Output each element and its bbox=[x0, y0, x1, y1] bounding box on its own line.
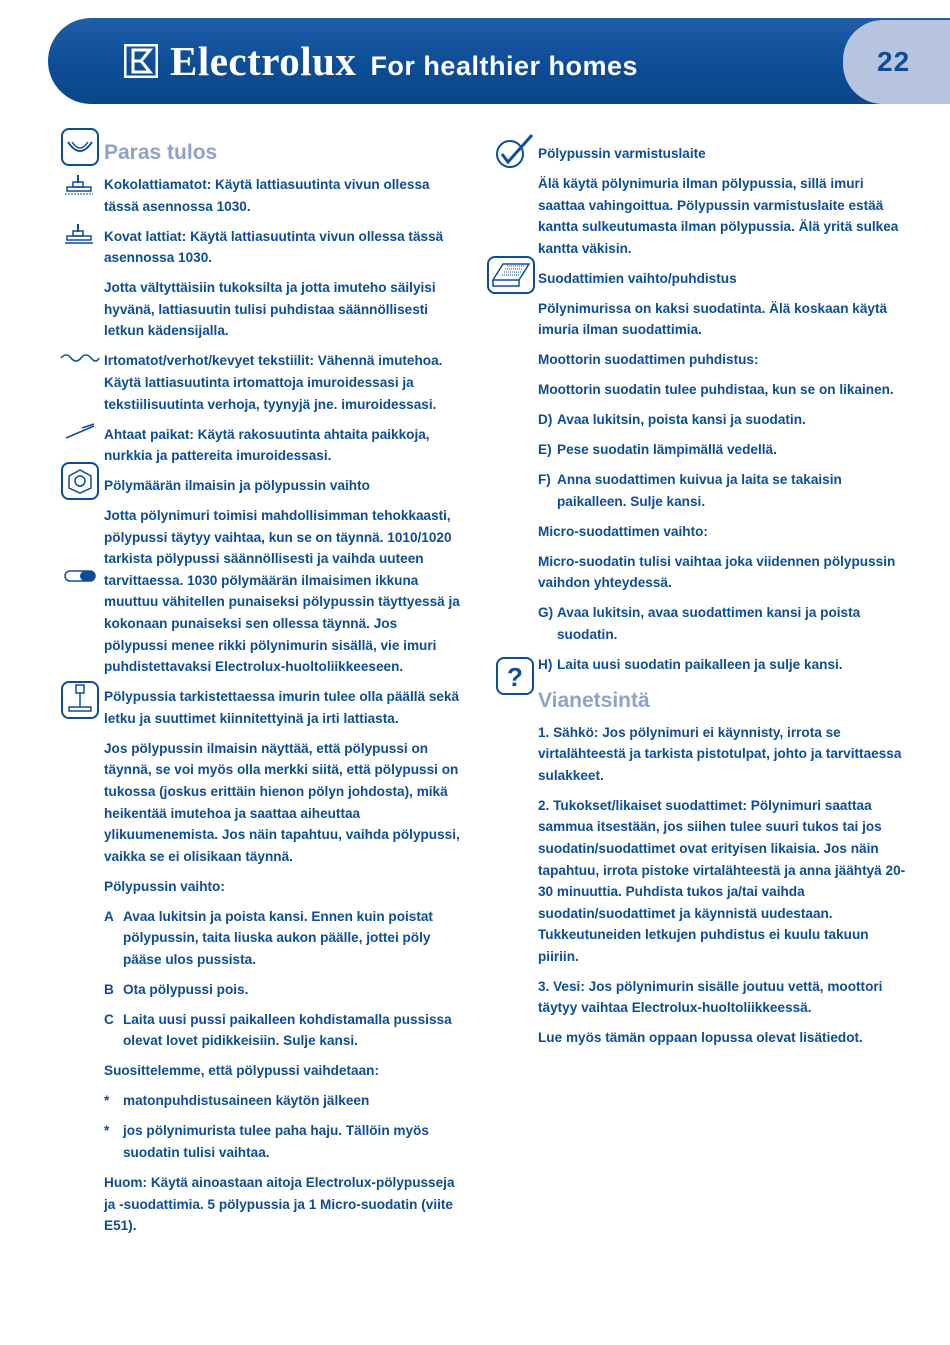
paragraph-check-bag: Pölypussia tarkistettaessa imurin tulee olla päällä sekä letku ja suuttimet kiinnitettyinä ja irti lattiasta. bbox=[104, 689, 460, 726]
list-item bbox=[538, 469, 910, 512]
subheading-recommendation: Suosittelemme, että pölypussi vaihdetaan: bbox=[104, 1063, 379, 1079]
left-column bbox=[104, 140, 464, 1245]
step-marker: F) bbox=[538, 472, 551, 488]
step-text: Anna suodattimen kuivua ja laita se takaisin paikalleen. Sulje kansi. bbox=[557, 472, 842, 509]
question-icon bbox=[496, 657, 534, 695]
paragraph-loose-rugs: Irtomatot/verhot/kevyet tekstiilit: Vähennä imutehoa. Käytä lattiasuutinta irtomattoja imuroidessasi ja tekstiilisuutinta verhoja, tyynyjä jne. imuroidessasi. bbox=[104, 353, 443, 412]
step-text: Avaa lukitsin, poista kansi ja suodatin. bbox=[557, 412, 806, 428]
page-number-tab bbox=[843, 20, 950, 104]
step-text: Ota pölypussi pois. bbox=[123, 981, 249, 997]
dust-bag-indicator-icon bbox=[61, 462, 99, 500]
hose-attached-icon bbox=[61, 681, 99, 719]
list-item bbox=[538, 439, 910, 461]
subheading-micro-filter: Micro-suodattimen vaihto: bbox=[538, 523, 708, 539]
list-item bbox=[104, 1090, 464, 1112]
paragraph-wall-to-wall: Kokolattiamatot: Käytä lattiasuutinta vivun ollessa tässä asennossa 1030. bbox=[104, 177, 430, 214]
heading-best-result: Paras tulos bbox=[104, 141, 218, 164]
right-column bbox=[538, 143, 910, 1057]
paragraph-avoid-clogs: Jotta vältyttäisiin tukoksilta ja jotta imuteho säilyisi hyvänä, lattiasuutin tulisi puhdistaa säännöllisesti letkun kädensijalla. bbox=[104, 280, 436, 339]
bullet-marker: * bbox=[104, 1123, 110, 1139]
step-text: Avaa lukitsin, avaa suodattimen kansi ja poista suodatin. bbox=[557, 605, 861, 642]
paragraph-read-more: Lue myös tämän oppaan lopussa olevat lisätiedot. bbox=[538, 1030, 863, 1046]
subheading-dust-indicator: Pölymäärän ilmaisin ja pölypussin vaihto bbox=[104, 478, 370, 494]
electrolux-logo-icon bbox=[124, 44, 158, 78]
list-item bbox=[538, 602, 910, 645]
step-marker: H) bbox=[538, 656, 553, 672]
header-bar bbox=[48, 18, 950, 104]
step-text: Avaa lukitsin ja poista kansi. Ennen kuin poistat pölypussin, taita liuska aukon päälle, jottei pöly pääse ulos pussista. bbox=[123, 908, 433, 967]
paragraph-bag-efficiency: Jotta pölynimuri toimisi mahdollisimman tehokkaasti, pölypussi täytyy vaihtaa, kun se on täynnä. 1010/1020 tarkista pölypussi säännöllisesti ja vaihda uuteen tarvittaessa. 1030 pölymäärän ilmaisimen ikkuna muuttuu vähitellen punaiseksi pölypussin täyttyessä ja kokonaan punaiseksi sen ollessa täynnä. Jos pölypussi menee rikki pölynimurin sisällä, vie imuri puhdistettavaksi Electrolux-huoltoliikkeeseen. bbox=[104, 508, 460, 675]
step-marker: B bbox=[104, 981, 114, 997]
paragraph-motor-filter: Moottorin suodatin tulee puhdistaa, kun se on likainen. bbox=[538, 382, 894, 398]
paragraph-power: 1. Sähkö: Jos pölynimuri ei käynnisty, irrota se virtalähteestä ja tarkista pistotulpat, johto ja tarvittaessa sulakkeet. bbox=[538, 724, 902, 783]
list-item bbox=[538, 654, 910, 676]
carpet-nozzle-icon bbox=[64, 173, 94, 197]
bullet-text: jos pölynimurista tulee paha haju. Tällöin myös suodatin tulisi vaihtaa. bbox=[123, 1123, 429, 1161]
textile-wave-icon bbox=[60, 351, 100, 365]
paragraph-indicator-full: Jos pölypussin ilmaisin näyttää, että pölypussi on täynnä, se voi myös olla merkki siitä, että pölypussi on tukossa (joskus erittäin hienon pölyn johdosta), mikä heikentää imutehoa ja saattaa aiheuttaa ylikuumenemista. Jos näin tapahtuu, vaihda pölypussi, vaikka se ei olisikaan täynnä. bbox=[104, 740, 460, 864]
list-item bbox=[104, 1120, 464, 1163]
electrolux-logo bbox=[124, 36, 638, 86]
step-marker: G) bbox=[538, 605, 554, 621]
paragraph-narrow-spaces: Ahtaat paikat: Käytä rakosuutinta ahtaita paikkoja, nurkkia ja pattereita imuroidessasi. bbox=[104, 426, 430, 464]
step-marker: D) bbox=[538, 412, 553, 428]
step-marker: E) bbox=[538, 442, 552, 458]
page-number: 22 bbox=[877, 46, 911, 77]
paragraph-note: Huom: Käytä ainoastaan aitoja Electrolux-pölypusseja ja -suodattimia. 5 pölypussia ja 1 Micro-suodatin (viite E51). bbox=[104, 1175, 455, 1234]
step-text: Laita uusi pussi paikalleen kohdistamalla pussissa olevat lovet pidikkeisiin. Sulje kansi. bbox=[123, 1011, 452, 1049]
filter-icon bbox=[487, 256, 535, 294]
bullet-marker: * bbox=[104, 1093, 110, 1109]
paragraph-no-bag: Älä käytä pölynimuria ilman pölypussia, sillä imuri saattaa vahingoittua. Pölypussin varmistuslaite estää kantta sulkeutumasta ilman pölypussia. Älä yritä sulkea kantta väkisin. bbox=[538, 175, 899, 256]
hard-floor-nozzle-icon bbox=[64, 222, 94, 246]
brand-name: Electrolux bbox=[170, 38, 357, 84]
heading-troubleshooting: Vianetsintä bbox=[538, 688, 650, 712]
paragraph-two-filters: Pölynimurissa on kaksi suodatinta. Älä koskaan käytä imuria ilman suodattimia. bbox=[538, 300, 888, 338]
list-item bbox=[538, 409, 910, 431]
list-item bbox=[104, 979, 464, 1001]
crevice-tool-icon bbox=[64, 422, 96, 440]
tagline: For healthier homes bbox=[370, 50, 638, 81]
paragraph-hard-floors: Kovat lattiat: Käytä lattiasuutinta vivun ollessa tässä asennossa 1030. bbox=[104, 228, 444, 266]
bag-safety-device-icon bbox=[494, 132, 536, 172]
svg-text:?: ? bbox=[507, 662, 523, 692]
subheading-bag-safety: Pölypussin varmistuslaite bbox=[538, 146, 706, 161]
subheading-filters: Suodattimien vaihto/puhdistus bbox=[538, 270, 737, 286]
list-item bbox=[104, 906, 464, 971]
paragraph-water: 3. Vesi: Jos pölynimurin sisälle joutuu vettä, moottori täytyy vaihtaa Electrolux-huoltoliikkeessä. bbox=[538, 978, 883, 1016]
indicator-window-icon bbox=[64, 570, 96, 582]
step-marker: A bbox=[104, 908, 114, 924]
best-result-icon bbox=[61, 128, 99, 166]
paragraph-blockages: 2. Tukokset/likaiset suodattimet: Pölynimuri saattaa sammua itsestään, jos siihen tulee suuri tukos tai jos suodatin/suodattimet ovat erityisen likaisia. Jos näin tapahtuu, irrota pistoke virtalähteestä ja anna jäähtyä 20-30 minuuttia. Puhdista tukos ja/tai vaihda suodatin/suodattimet ja käynnistä uudestaan. Tukkeutuneiden letkujen puhdistus ei kuulu takuun piiriin. bbox=[538, 797, 906, 964]
step-text: Pese suodatin lämpimällä vedellä. bbox=[557, 442, 777, 458]
paragraph-micro-filter: Micro-suodatin tulisi vaihtaa joka viidennen pölypussin vaihdon yhteydessä. bbox=[538, 553, 896, 591]
step-text: Laita uusi suodatin paikalleen ja sulje kansi. bbox=[557, 656, 843, 672]
subheading-motor-filter: Moottorin suodattimen puhdistus: bbox=[538, 352, 759, 368]
step-marker: C bbox=[104, 1011, 114, 1027]
list-item bbox=[104, 1009, 464, 1052]
subheading-bag-replacement: Pölypussin vaihto: bbox=[104, 878, 225, 894]
bullet-text: matonpuhdistusaineen käytön jälkeen bbox=[123, 1093, 370, 1109]
